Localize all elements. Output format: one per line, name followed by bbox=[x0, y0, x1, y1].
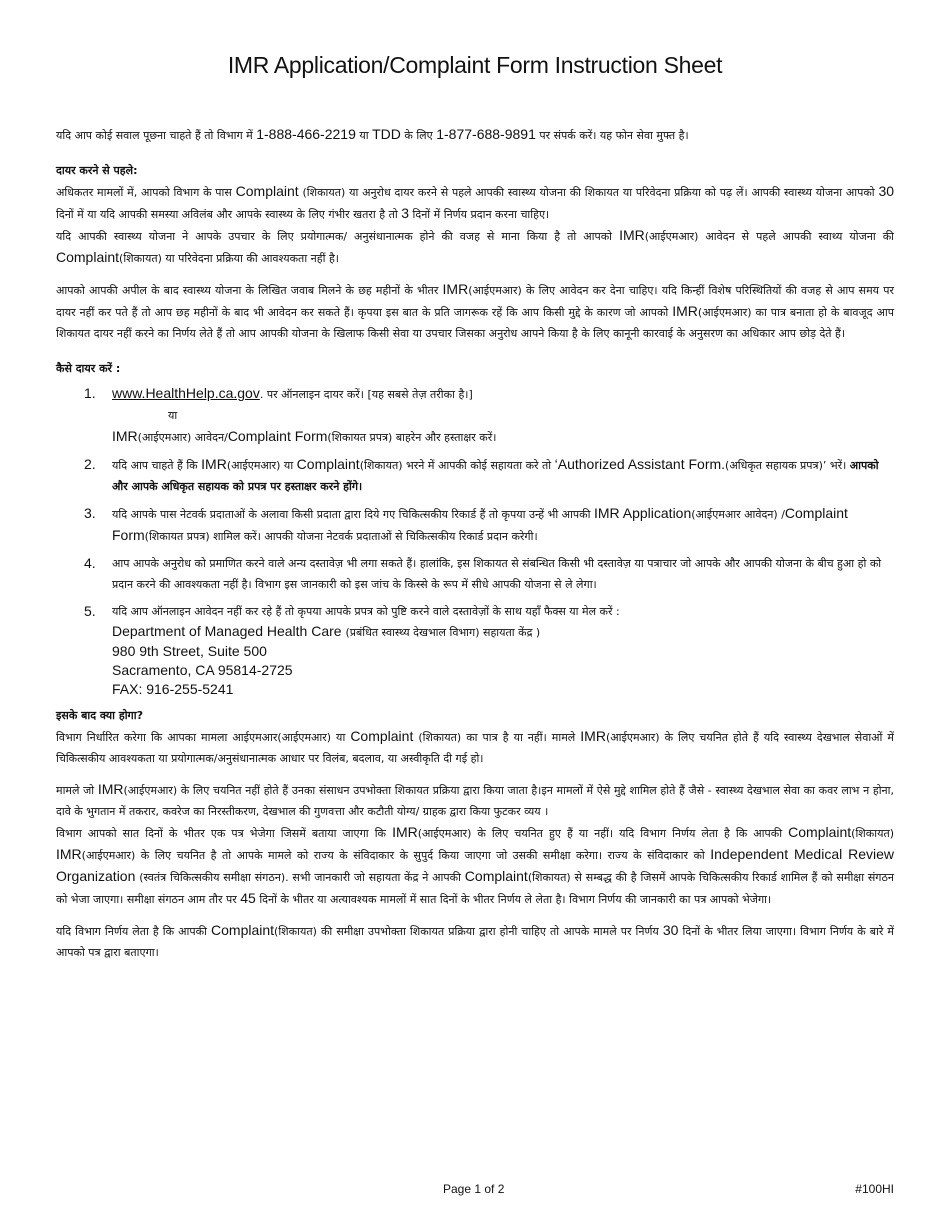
tdd-phone-number: 1-877-688-9891 bbox=[436, 126, 536, 142]
before-text-6: (आईएमआर) आवेदन से पहले आपकी स्वाथ्य योजना की bbox=[644, 230, 894, 243]
imro-term: Independent Medical Review Organization bbox=[56, 846, 895, 884]
after-text-12: दिनों के भीतर या अत्यावश्यक मामलों में सात दिनों के भीतर निर्णय ले लेता है। विभाग निर्णय की जानकारी का पत्र आपको भेजेगा। bbox=[259, 893, 772, 906]
after-text-13: यदि विभाग निर्णय लेता है कि आपकी bbox=[56, 925, 207, 938]
step-1-text-2: (आईएमआर) आवेदन/ bbox=[137, 431, 228, 444]
step-3-text-2: (आईएमआर आवेदन) / bbox=[691, 508, 785, 521]
step-2-bold-note: आपको और आपके अधिकृत सहायक को प्रपत्र पर हस्ताक्षर करने होंगे। bbox=[112, 459, 879, 493]
after-text-8: (शिकायत) bbox=[851, 827, 895, 840]
imr-term: IMR bbox=[672, 303, 698, 319]
complaint-term: Complaint bbox=[235, 183, 299, 199]
before-paragraph-2 bbox=[56, 225, 894, 269]
tdd-label: TDD bbox=[372, 126, 401, 142]
step-item-5 bbox=[56, 601, 894, 699]
after-text-3: (आईएमआर) के लिए चयनित होते हैं यदि स्वास्थ्य देखभाल सेवाओं में चिकित्सकीय आवश्यकता या प्रयोगात्मक/अनुसंधानात्मक आधार पर विलंब, बदलाव, या अस्वीकृति दी गई हो। bbox=[56, 731, 895, 765]
after-paragraph-1 bbox=[56, 726, 894, 769]
intro-text-3: के लिए bbox=[404, 129, 433, 142]
imr-term: IMR bbox=[392, 824, 418, 840]
step-1-text: . पर ऑनलाइन दायर करें। [यह सबसे तेज़ तरीका है।] bbox=[259, 388, 473, 401]
after-text-10: (स्वतंत्र चिकित्सकीय समीक्षा संगठन). सभी जानकारी जो सहायता केंद्र ने आपकी bbox=[139, 871, 461, 884]
appeal-text-1: आपको आपकी अपील के बाद स्वास्थ्य योजना के लिखित जवाब मिलने के छह महीनों के भीतर bbox=[56, 284, 439, 297]
appeal-text-2: (आईएमआर) के लिए आवेदन कर देना चाहिए। यदि किन्हीं विशेष परिस्थितियों की वजह से आप समय पर दायर नहीं कर पते हैं तो आप छह महीनों के बाद भी आवेदन कर सकते हैं। कृपया इस बात के प्रति जागरूक रहें कि आप किसी मुद्दे के कारण जो आपको bbox=[56, 284, 894, 319]
after-text-4: मामले जो bbox=[56, 784, 95, 797]
authorized-assistant-form-term: ‘Authorized Assistant Form. bbox=[554, 456, 726, 472]
after-paragraph-3 bbox=[56, 822, 894, 910]
complaint-term: Complaint bbox=[350, 728, 414, 744]
days-45: 45 bbox=[240, 890, 256, 906]
appeal-text-3: (आईएमआर) का पात्र बनाता हो के बावजूद आप शिकायत दायर नहीं करने का निर्णय लेते हैं तो आप आपकी योजना के खिलाफ किसी सेवा या उपचार जिसका अनुरोध आपने किया है के लिए कानूनी कारवाई के अनुसरण का अधिकार आप छोड़ देते हैं। bbox=[56, 306, 894, 340]
imr-term: IMR bbox=[201, 456, 227, 472]
after-text-5: (आईएमआर) के लिए चयनित नहीं होते हैं उनका संसाधन उपभोक्ता शिकायत प्रक्रिया द्वारा किया जाता है।इन मामलों में ऐसे मुद्दे शामिल होते हैं जैसे - स्वास्थ्य देखभाल सेवा का कवर लाभ न होना, दावे के भुगतान में तकरार, कवरेज का निरस्तीकरण, देखभाल की गुणवत्ता और कटौती योग्य/ ग्राहक द्वारा किया फुटकर व्यय । bbox=[56, 784, 894, 818]
imr-term: IMR bbox=[97, 781, 124, 797]
step-item-2 bbox=[56, 454, 894, 497]
intro-text-1: यदि आप कोई सवाल पूछना चाहते हैं तो विभाग में bbox=[56, 129, 253, 142]
how-heading: कैसे दायर करें : bbox=[56, 362, 121, 375]
appeal-paragraph bbox=[56, 279, 894, 344]
page-title: IMR Application/Complaint Form Instruction Sheet bbox=[227, 52, 723, 78]
complaint-term: Complaint bbox=[211, 922, 275, 938]
healthhelp-link[interactable]: www.HealthHelp.ca.gov bbox=[112, 385, 260, 401]
before-text-7: (शिकायत) या परिवेदना प्रक्रिया की आवश्यकता नहीं है। bbox=[119, 252, 339, 265]
address-street: 980 9th Street, Suite 500 bbox=[112, 643, 267, 659]
step-number: 1. bbox=[84, 385, 96, 401]
before-text-5: यदि आपकी स्वास्थ्य योजना ने आपके उपचार के लिए प्रयोगात्मक/ अनुसंधानात्मक होने की वजह से माना किया है तो आपको bbox=[56, 230, 613, 243]
before-heading: दायर करने से पहले: bbox=[56, 164, 138, 177]
step-number: 2. bbox=[84, 456, 96, 472]
complaint-term: Complaint bbox=[296, 456, 360, 472]
address-organization-hindi: (प्रबंधित स्वास्थ्य देखभाल विभाग) सहायता केंद्र ) bbox=[345, 626, 541, 639]
step-2-text-4: (अधिकृत सहायक प्रपत्र)’ भरें। bbox=[725, 459, 847, 472]
step-1-text-3: (शिकायत प्रपत्र) बाहरेन और हस्ताक्षर करें। bbox=[327, 431, 497, 444]
imr-term: IMR bbox=[442, 281, 469, 297]
address-organization: Department of Managed Health Care bbox=[112, 623, 342, 639]
before-paragraph-1 bbox=[56, 181, 894, 225]
step-item-1 bbox=[56, 383, 894, 448]
complaint-form-term: Complaint Form bbox=[112, 505, 848, 543]
step-number: 4. bbox=[84, 555, 96, 571]
address-city: Sacramento, CA 95814-2725 bbox=[112, 662, 293, 678]
step-4-text: आप आपके अनुरोध को प्रमाणित करने वाले अन्य दस्तावेज़ भी लगा सकते हैं। हालांकि, इस शिकायत से संबन्धित किसी भी दस्तावेज़ या पत्राचार जो आपके और आपकी योजना के बीच हुआ हो को प्रदान करने की आवश्यकता नहीं है। विभाग इस जानकारी को इस जांच के किस्से के रूप में सीधे आपकी योजना से ले लेगा। bbox=[112, 557, 882, 591]
after-text-6: विभाग आपको सात दिनों के भीतर एक पत्र भेजेगा जिसमें बताया जाएगा कि bbox=[56, 827, 387, 840]
page-number: Page 1 of 2 bbox=[443, 1182, 505, 1196]
before-text-3: दिनों में या यदि आपकी समस्या अविलंब और आपके स्वास्थ्य के लिए गंभीर खतरा है तो bbox=[56, 208, 398, 221]
intro-paragraph bbox=[56, 124, 894, 146]
phone-number: 1-888-466-2219 bbox=[256, 126, 356, 142]
step-2-text: यदि आप चाहते हैं कि bbox=[112, 459, 198, 472]
document-body bbox=[56, 124, 894, 963]
before-text-1: अधिकतर मामलों में, आपको विभाग के पास bbox=[56, 186, 232, 199]
imr-term: IMR bbox=[112, 428, 138, 444]
after-text-7: (आईएमआर) के लिए चयनित हुए हैं या नहीं। यदि विभाग निर्णय लेता है कि आपकी bbox=[417, 827, 783, 840]
after-text-1: विभाग निर्धारित करेगा कि आपका मामला आईएमआर(आईएमआर) या bbox=[56, 731, 346, 744]
days-30: 30 bbox=[878, 183, 895, 199]
days-3: 3 bbox=[401, 205, 409, 221]
after-text-14: (शिकायत) की समीक्षा उपभोक्ता शिकायत प्रक्रिया द्वारा होनी चाहिए तो आपके मामले पर निर्णय bbox=[274, 925, 659, 938]
after-paragraph-4 bbox=[56, 920, 894, 963]
imr-application-term: IMR Application bbox=[593, 505, 692, 521]
step-item-3 bbox=[56, 503, 894, 547]
imr-term: IMR bbox=[619, 227, 645, 243]
complaint-term: Complaint bbox=[788, 824, 852, 840]
complaint-term: Complaint bbox=[464, 868, 528, 884]
step-5-text: यदि आप ऑनलाइन आवेदन नहीं कर रहे हैं तो कृपया आपके प्रपत्र को पुष्टि करने वाले दस्तावेज़ों के साथ यहाँ फैक्स या मेल करें : bbox=[112, 605, 620, 618]
after-heading: इसके बाद क्या होगा? bbox=[56, 709, 143, 722]
complaint-form-term: Complaint Form bbox=[227, 428, 328, 444]
days-30: 30 bbox=[662, 922, 679, 938]
before-text-4: दिनों में निर्णय प्रदान करना चाहिए। bbox=[412, 208, 550, 221]
or-text: या bbox=[168, 409, 178, 422]
intro-text-2: या bbox=[359, 129, 369, 142]
address-fax: FAX: 916-255-5241 bbox=[112, 681, 234, 697]
after-text-9: (आईएमआर) के लिए चयनित है तो आपके मामले को राज्य के संविदाकार के सुपुर्द किया जाएगा जो उसकी समीक्षा करेगा। राज्य के संविदाकार को bbox=[81, 849, 705, 862]
after-text-2: (शिकायत) का पात्र है या नहीं। मामले bbox=[418, 731, 576, 744]
mailing-address bbox=[112, 622, 894, 699]
step-3-text: यदि आपके पास नेटवर्क प्रदाताओं के अलावा किसी प्रदाता द्वारा दिये गए चिकित्सकीय रिकार्ड हैं तो कृपया उन्हें भी आपकी bbox=[112, 508, 591, 521]
how-steps-list bbox=[56, 383, 894, 699]
step-number: 3. bbox=[84, 505, 96, 521]
step-2-text-2: (आईएमआर) या bbox=[226, 459, 294, 472]
imr-term: IMR bbox=[56, 846, 82, 862]
before-text-2: (शिकायत) या अनुरोध दायर करने से पहले आपकी स्वास्थ्य योजना की शिकायत या परिवेदना प्रक्रिया को पढ़ लें। आपकी स्वास्थ्य योजना आपको bbox=[302, 186, 875, 199]
step-3-text-3: (शिकायत प्रपत्र) शामिल करें। आपकी योजना नेटवर्क प्रदाताओं से चिकित्सकीय रिकार्ड प्रदान करेगी। bbox=[144, 530, 538, 543]
step-2-text-3: (शिकायत) भरने में आपकी कोई सहायता करे तो bbox=[359, 459, 552, 472]
form-code: #100HI bbox=[855, 1182, 894, 1196]
step-item-4 bbox=[56, 553, 894, 595]
imr-term: IMR bbox=[580, 728, 606, 744]
after-text-15: दिनों के भीतर लिया जाएगा। विभाग निर्णय के बारे में आपको पत्र द्वारा बताएगा। bbox=[56, 925, 894, 959]
after-text-11: (शिकायत) से सम्बद्ध की है जिसमें आपके चिकित्सकीय रिकार्ड शामिल हैं को समीक्षा संगठन को भेजा जाएगा। समीक्षा संगठन आम तौर पर bbox=[56, 871, 894, 906]
step-number: 5. bbox=[84, 603, 96, 619]
complaint-term: Complaint bbox=[56, 249, 120, 265]
intro-text-4: पर संपर्क करें। यह फोन सेवा मुफ्त है। bbox=[539, 129, 689, 142]
after-paragraph-2 bbox=[56, 779, 894, 822]
